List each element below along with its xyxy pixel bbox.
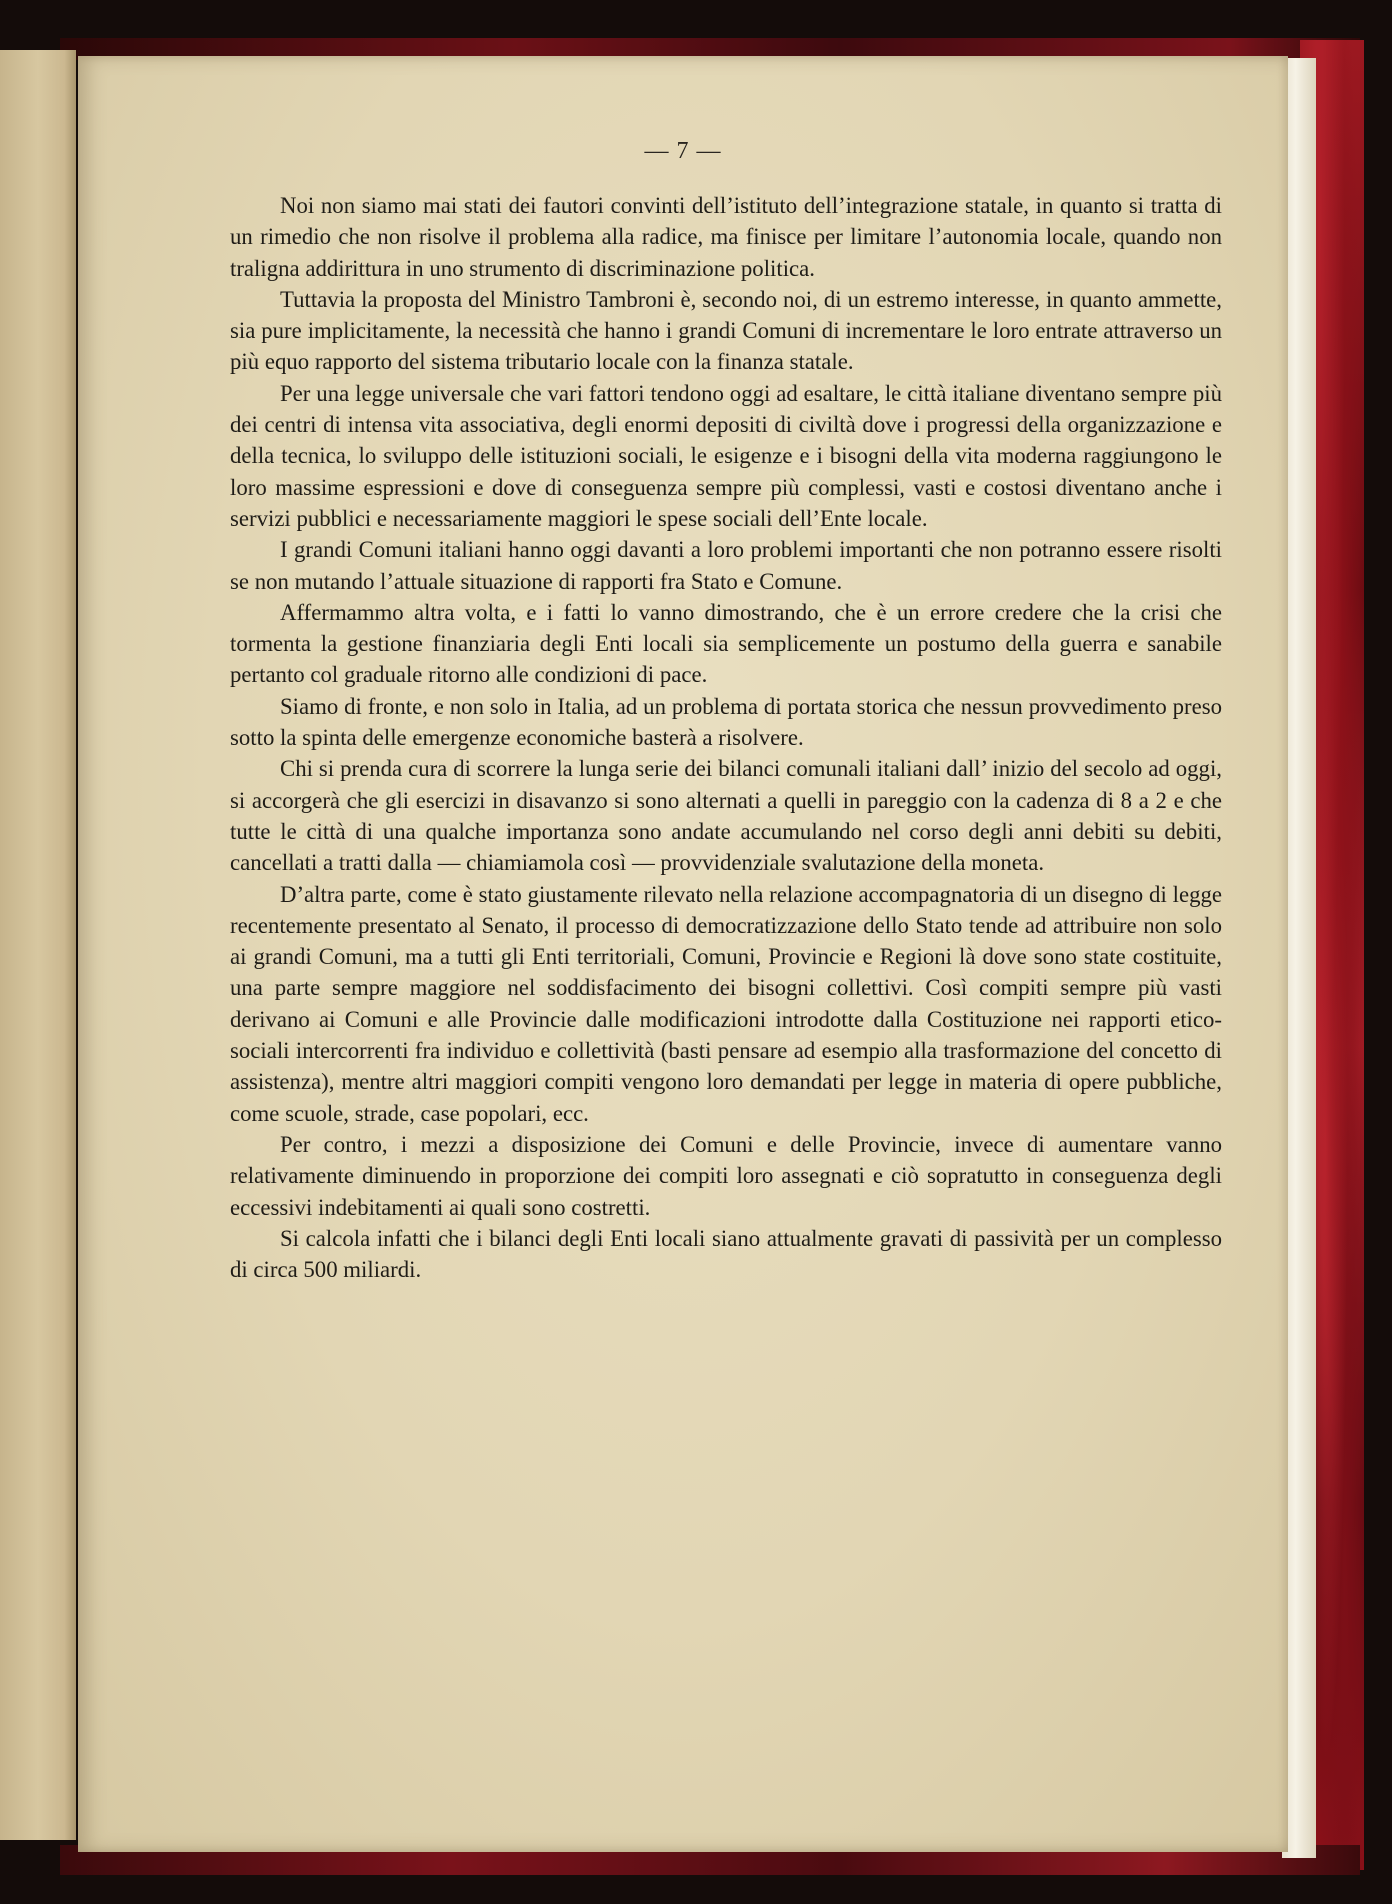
page-number: — 7 —: [644, 138, 722, 164]
paragraph: Noi non siamo mai stati dei fautori convinti dell’istituto dell’integrazione statale, in quanto si tratta di un rimedio che non risolve il problema alla radice, ma finisce per limitare l’autonomia locale, quando non traligna addirittura in uno strumento di discriminazione politica.: [230, 193, 1222, 281]
paragraph: D’altra parte, come è stato giustamente rilevato nella relazione accompagnatoria di un disegno di legge recentemente presentato al Senato, il processo di democratizzazione dello Stato tende ad attribuire non solo ai grandi Comuni, ma a tutti gli Enti territoriali, Comuni, Provincie e Regioni là dove sono state costituite, una parte sempre maggiore nel soddisfacimento dei bisogni collettivi. Così compiti sempre più vasti derivano ai Comuni e alle Provincie dalle modificazioni introdotte dalla Costituzione nei rapporti etico-sociali intercorrenti fra individuo e collettività (basti pensare ad esempio alla trasformazione del concetto di assistenza), mentre altri maggiori compiti vengono loro demandati per legge in materia di opere pubbliche, come scuole, strade, case popolari, ecc.: [230, 881, 1222, 1126]
paragraph: Siamo di fronte, e non solo in Italia, ad un problema di portata storica che nessun provvedimento preso sotto la spinta delle emergenze economiche basterà a risolvere.: [230, 693, 1222, 751]
paragraph: Per una legge universale che vari fattori tendono oggi ad esaltare, le città italiane diventano sempre più dei centri di intensa vita associativa, degli enormi depositi di civiltà dove i progressi della organizzazione e della tecnica, lo sviluppo delle istituzioni sociali, le esigenze e i bisogni della vita moderna raggiungono le loro massime espressioni e dove di conseguenza sempre più complessi, vasti e costosi diventano anche i servizi pubblici e necessariamente maggiori le spese sociali dell’Ente locale.: [230, 380, 1222, 531]
book-page: [78, 56, 1288, 1852]
paragraph: Chi si prenda cura di scorrere la lunga serie dei bilanci comunali italiani dall’ inizio del secolo ad oggi, si accorgerà che gli esercizi in disavanzo si sono alternati a quelli in pareggio con la cadenza di 8 a 2 e che tutte le città di una qualche importanza sono andate accumulando nel corso degli anni debiti su debiti, cancellati a tratti dalla — chiamiamola così — provvidenziale svalutazione della moneta.: [230, 756, 1222, 876]
facing-page-edge: [0, 50, 76, 1840]
page-body: [230, 190, 1222, 1285]
paragraph: Per contro, i mezzi a disposizione dei Comuni e delle Provincie, invece di aumentare vanno relativamente diminuendo in proporzione dei compiti loro assegnati e ciò sopratutto in conseguenza degli eccessivi indebitamenti ai quali sono costretti.: [230, 1131, 1222, 1220]
paragraph: Tuttavia la proposta del Ministro Tambroni è, secondo noi, di un estremo interesse, in quanto ammette, sia pure implicitamente, la necessità che hanno i grandi Comuni di incrementare le loro entrate attraverso un più equo rapporto del sistema tributario locale con la finanza statale.: [230, 286, 1222, 375]
paragraph: Si calcola infatti che i bilanci degli Enti locali siano attualmente gravati di passività per un complesso di circa 500 miliardi.: [230, 1225, 1222, 1283]
paragraph: Affermammo altra volta, e i fatti lo vanno dimostrando, che è un errore credere che la crisi che tormenta la gestione finanziaria degli Enti locali sia semplicemente un postumo della guerra e sanabile pertanto col graduale ritorno alle condizioni di pace.: [230, 599, 1222, 688]
paragraph: I grandi Comuni italiani hanno oggi davanti a loro problemi importanti che non potranno essere risolti se non mutando l’attuale situazione di rapporti fra Stato e Comune.: [230, 537, 1222, 594]
